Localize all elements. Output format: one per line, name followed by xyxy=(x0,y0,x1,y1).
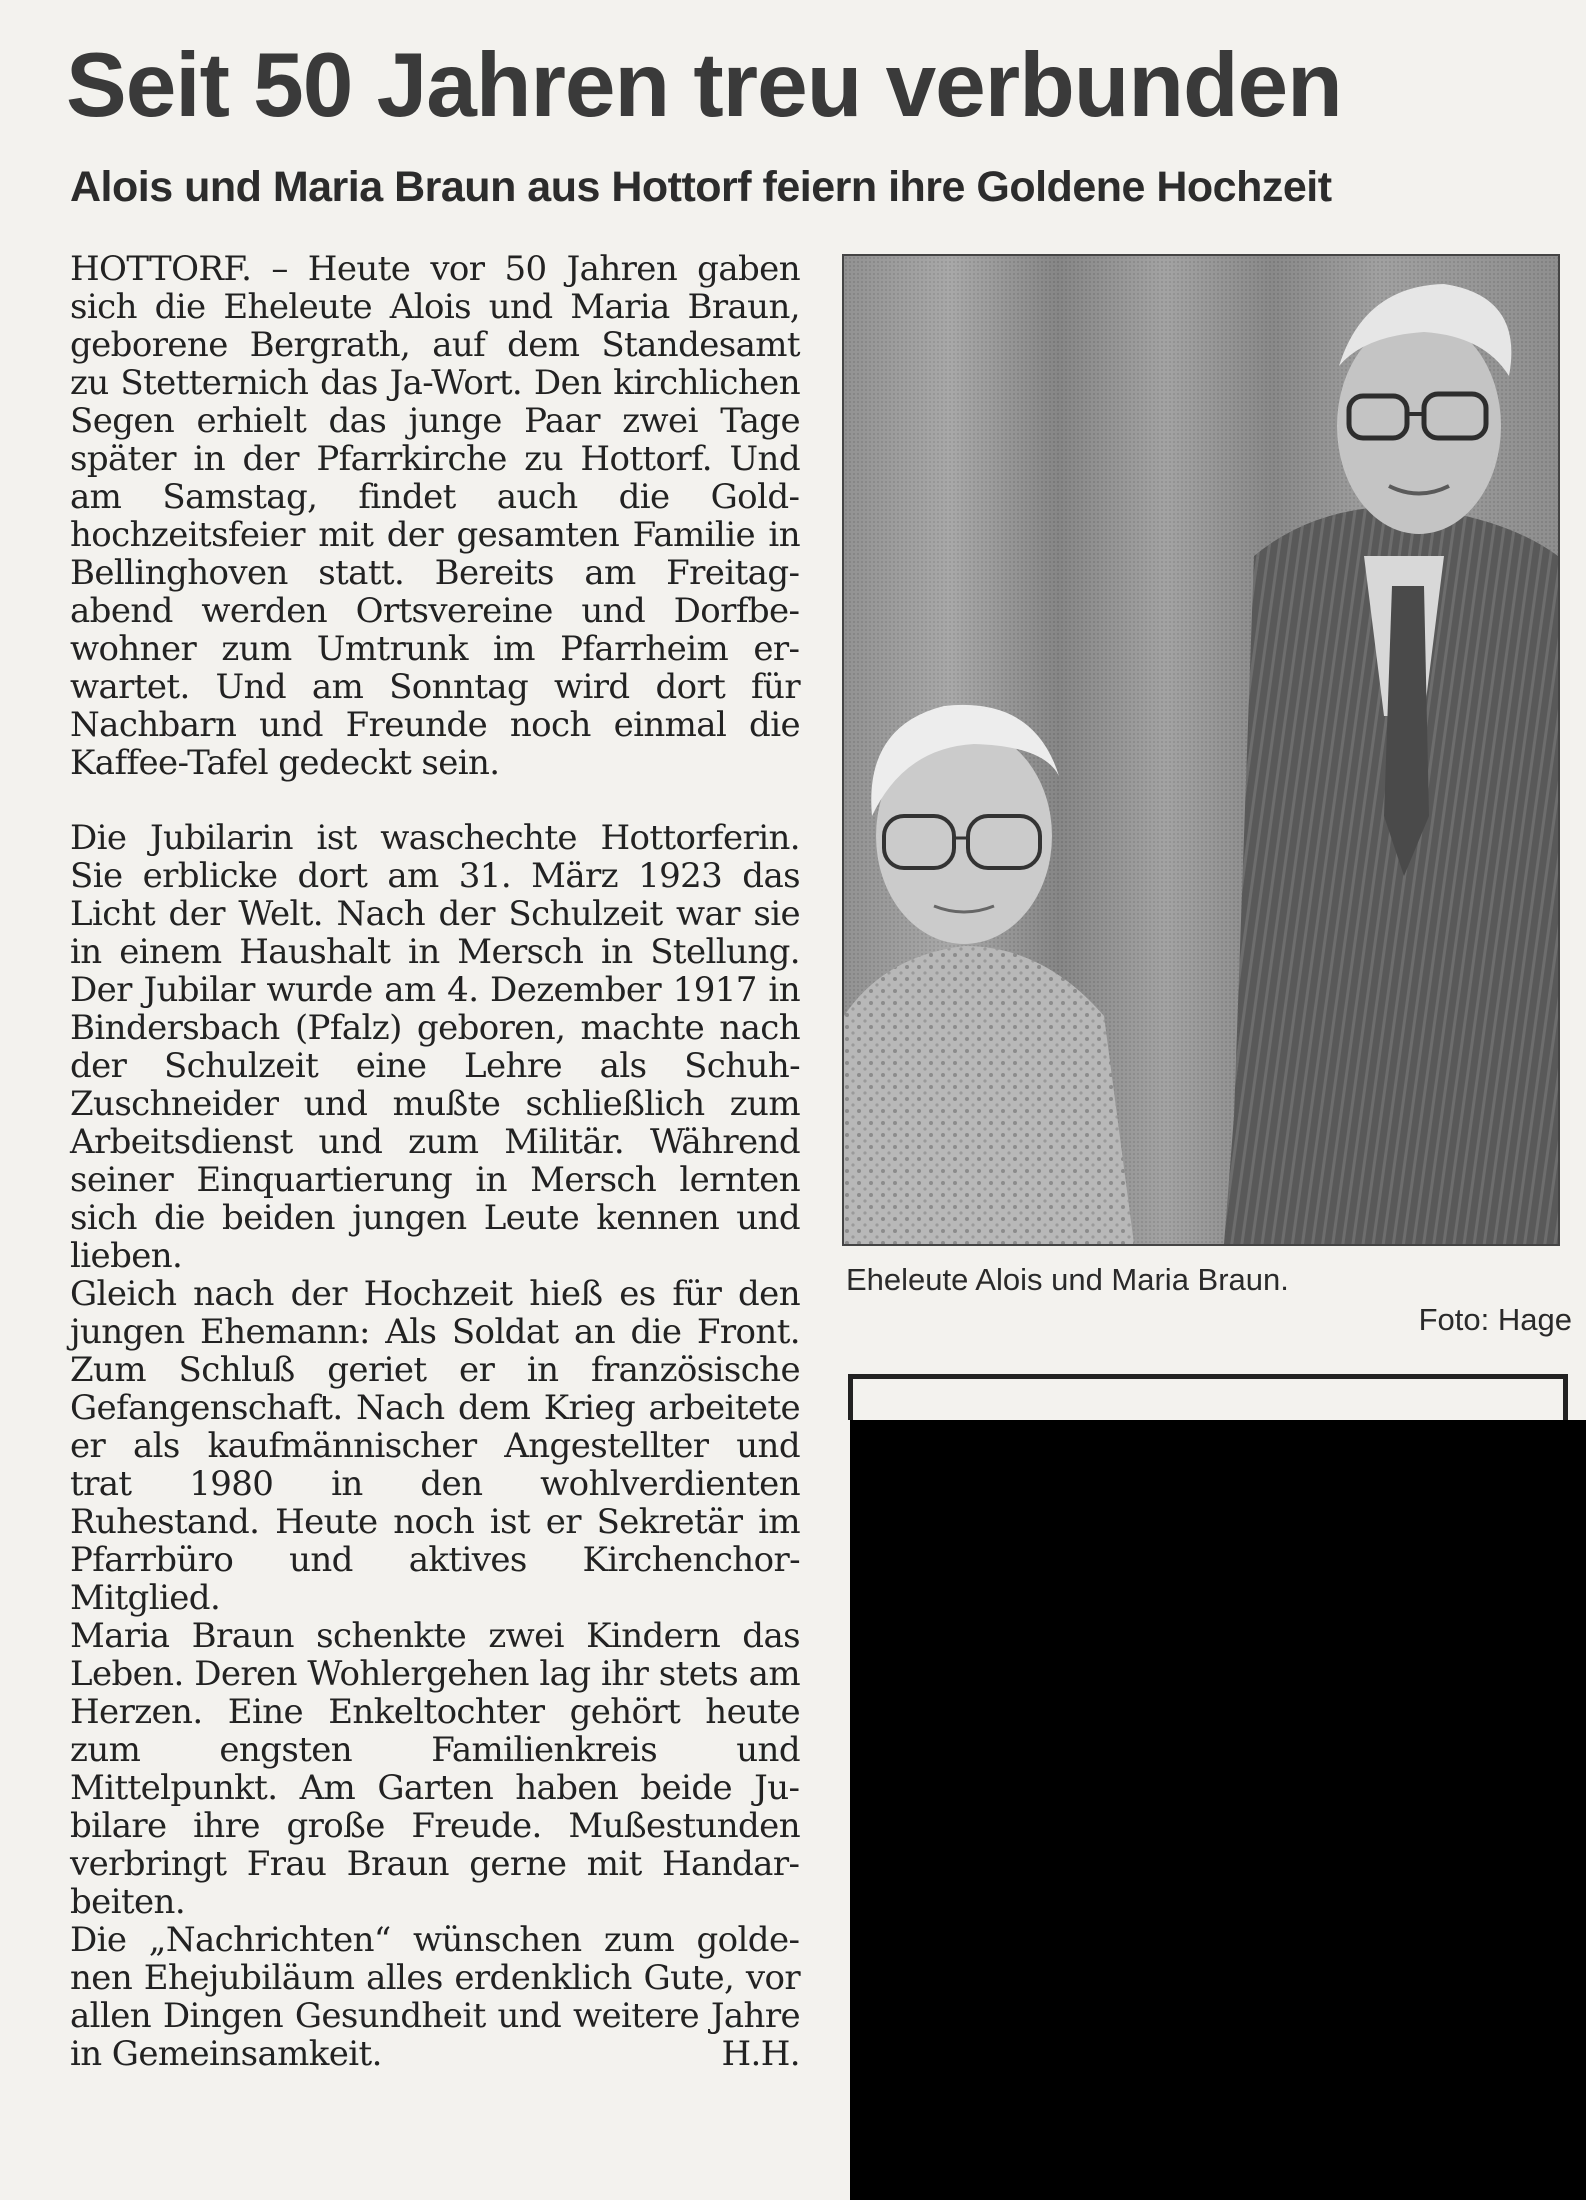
photo-caption: Eheleute Alois und Maria Braun. xyxy=(846,1262,1289,1297)
closing-text: Die „Nachrichten“ wünschen zum goldenen Ehejubiläum alles erdenklich Gute, vor allen Dingen Gesundheit und weitere Jahre in Gemeinsamkeit. xyxy=(70,1920,800,2074)
subheadline: Alois und Maria Braun aus Hottorf feiern ihre Goldene Hochzeit xyxy=(70,163,1332,211)
paragraph-closing xyxy=(70,1921,800,2073)
adjacent-article-frame xyxy=(848,1374,1568,1420)
photo-credit: Foto: Hage xyxy=(1418,1302,1572,1337)
paragraph-family: Maria Braun schenkte zwei Kindern das Leben. Deren Wohlergehen lag ihr stets am Herzen. Eine Enkeltochter gehört heute zum engsten Familienkreis und Mittelpunkt. Am Garten haben beide Jubilare ihre große Freude. Mußestunden verbringt Frau Braun gerne mit Handarbeiten. xyxy=(70,1616,800,1922)
headline: Seit 50 Jahren treu verbunden xyxy=(66,35,1342,136)
blacked-out-area xyxy=(850,1420,1586,2200)
couple-photo-illustration xyxy=(844,256,1558,1244)
paragraph-intro: HOTTORF. – Heute vor 50 Jahren gaben sich die Eheleute Alois und Maria Braun, geborene Bergrath, auf dem Standesamt zu Stetternich das Ja-Wort. Den kirchlichen Segen erhielt das junge Paar zwei Tage später in der Pfarrkirche zu Hottorf. Und am Samstag, findet auch die Goldhochzeitsfeier mit der gesamten Familie in Bellinghoven statt. Bereits am Freitagabend werden Ortsvereine und Dorfbewohner zum Umtrunk im Pfarrheim erwartet. Und am Sonntag wird dort für Nachbarn und Freunde noch einmal die Kaffee-Tafel gedeckt sein. xyxy=(70,249,800,783)
author-signature: H.H. xyxy=(721,2034,800,2074)
couple-photo xyxy=(842,254,1560,1246)
paragraph-war: Gleich nach der Hochzeit hieß es für den jungen Ehemann: Als Soldat an die Front. Zum Schluß geriet er in französische Gefangenschaft. Nach dem Krieg arbeitete er als kaufmännischer Angestellter und trat 1980 in den wohlverdienten Ruhestand. Heute noch ist er Sekretär im Pfarrbüro und aktives Kirchenchor-Mitglied. xyxy=(70,1274,800,1618)
article-body xyxy=(70,250,800,2073)
paragraph-biography: Die Jubilarin ist waschechte Hottorferin. Sie erblicke dort am 31. März 1923 das Licht der Welt. Nach der Schulzeit war sie in einem Haushalt in Mersch in Stellung. Der Jubilar wurde am 4. Dezember 1917 in Bindersbach (Pfalz) geboren, machte nach der Schulzeit eine Lehre als Schuh-Zuschneider und mußte schließlich zum Arbeitsdienst und zum Militär. Während seiner Einquartierung in Mersch lernten sich die beiden jungen Leute kennen und lieben. xyxy=(70,818,800,1276)
